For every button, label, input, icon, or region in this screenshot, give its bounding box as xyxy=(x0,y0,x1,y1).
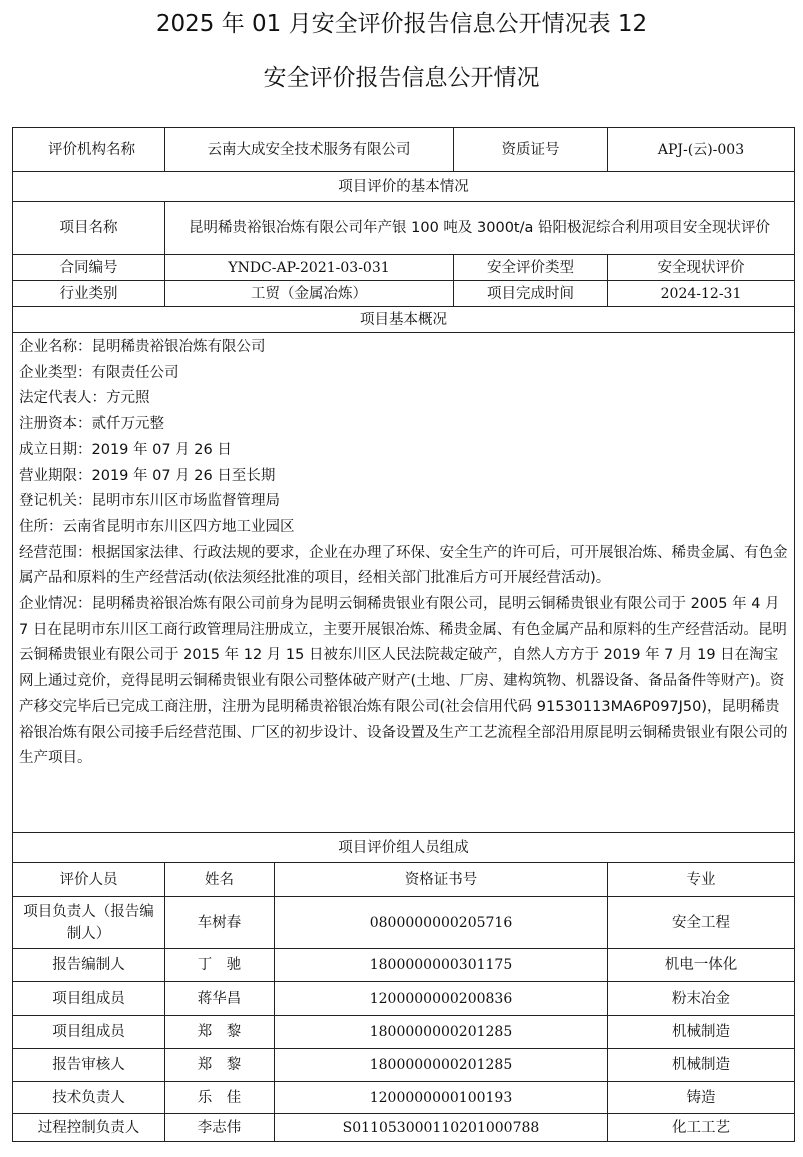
finish-time-value: 2024-12-31 xyxy=(608,281,795,307)
member-cert: 1800000000301175 xyxy=(275,949,608,982)
finish-time-label: 项目完成时间 xyxy=(454,281,608,307)
org-row xyxy=(13,128,795,172)
overview-heading: 项目基本概况 xyxy=(13,307,795,333)
overview-line: 住所：云南省昆明市东川区四方地工业园区 xyxy=(19,518,295,535)
member-major: 机械制造 xyxy=(608,1049,795,1082)
disclosure-table xyxy=(12,127,795,1142)
member-role: 项目组成员 xyxy=(13,1016,165,1049)
member-major: 安全工程 xyxy=(608,897,795,949)
member-cert: 1800000000201285 xyxy=(275,1016,608,1049)
industry-value: 工贸（金属冶炼） xyxy=(165,281,454,307)
cert-value: APJ-(云)-003 xyxy=(608,128,795,172)
eval-type-label: 安全评价类型 xyxy=(454,255,608,281)
overview-row xyxy=(13,333,795,833)
member-role: 报告审核人 xyxy=(13,1049,165,1082)
col-name-header: 姓名 xyxy=(165,863,275,897)
basic-heading-row xyxy=(13,172,795,202)
member-major: 机电一体化 xyxy=(608,949,795,982)
team-header-row xyxy=(13,863,795,897)
table-row xyxy=(13,1049,795,1082)
document-title: 2025 年 01 月安全评价报告信息公开情况表 12 xyxy=(155,11,648,37)
member-major: 机械制造 xyxy=(608,1016,795,1049)
member-cert: 0800000000205716 xyxy=(275,897,608,949)
overview-line: 营业期限：2019 年 07 月 26 日至长期 xyxy=(19,467,276,484)
member-name: 丁 驰 xyxy=(165,949,275,982)
project-value: 昆明稀贵裕银冶炼有限公司年产银 100 吨及 3000t/a 铅阳极泥综合利用项目安全现状评价 xyxy=(165,202,795,255)
member-role: 技术负责人 xyxy=(13,1082,165,1114)
member-name: 蒋华昌 xyxy=(165,982,275,1016)
contract-row xyxy=(13,255,795,281)
member-major: 粉末冶金 xyxy=(608,982,795,1016)
member-role: 项目组成员 xyxy=(13,982,165,1016)
table-row xyxy=(13,1082,795,1114)
member-name: 李志伟 xyxy=(165,1114,275,1142)
org-value: 云南大成安全技术服务有限公司 xyxy=(165,128,454,172)
member-cert: 1200000000200836 xyxy=(275,982,608,1016)
member-role: 报告编制人 xyxy=(13,949,165,982)
col-cert-header: 资格证书号 xyxy=(275,863,608,897)
overview-line: 法定代表人：方元照 xyxy=(19,390,150,407)
member-cert: 1200000000100193 xyxy=(275,1082,608,1114)
contract-label: 合同编号 xyxy=(13,255,165,281)
member-name: 郑 黎 xyxy=(165,1049,275,1082)
industry-row xyxy=(13,281,795,307)
business-scope: 经营范围：根据国家法律、行政法规的要求，企业在办理了环保、安全生产的许可后，可开展银冶炼、稀贵金属、有色金属产品和原料的生产经营活动(依法须经批准的项目，经相关部门批准后方可开展经营活动)。 xyxy=(19,544,788,587)
overview-heading-row xyxy=(13,307,795,333)
member-role: 过程控制负责人 xyxy=(13,1114,165,1142)
member-name: 郑 黎 xyxy=(165,1016,275,1049)
project-label: 项目名称 xyxy=(13,202,165,255)
cert-label: 资质证号 xyxy=(454,128,608,172)
member-cert: 1800000000201285 xyxy=(275,1049,608,1082)
industry-label: 行业类别 xyxy=(13,281,165,307)
overview-line: 登记机关：昆明市东川区市场监督管理局 xyxy=(19,493,280,510)
eval-type-value: 安全现状评价 xyxy=(608,255,795,281)
col-role-header: 评价人员 xyxy=(13,863,165,897)
overview-line: 成立日期：2019 年 07 月 26 日 xyxy=(19,441,232,458)
basic-info-heading: 项目评价的基本情况 xyxy=(13,172,795,202)
overview-text xyxy=(13,333,795,833)
member-name: 乐 佳 xyxy=(165,1082,275,1114)
table-row xyxy=(13,949,795,982)
table-row xyxy=(13,1114,795,1142)
document-subtitle: 安全评价报告信息公开情况 xyxy=(263,65,540,91)
member-name: 车树春 xyxy=(165,897,275,949)
overview-line: 注册资本：贰仟万元整 xyxy=(19,416,164,433)
overview-line: 企业名称：昆明稀贵裕银冶炼有限公司 xyxy=(19,339,266,355)
team-heading: 项目评价组人员组成 xyxy=(13,833,795,863)
project-row xyxy=(13,202,795,255)
contract-value: YNDC-AP-2021-03-031 xyxy=(165,255,454,281)
table-row xyxy=(13,982,795,1016)
org-label: 评价机构名称 xyxy=(13,128,165,172)
team-heading-row xyxy=(13,833,795,863)
member-role: 项目负责人（报告编制人） xyxy=(13,897,165,949)
member-cert: S011053000110201000788 xyxy=(275,1114,608,1142)
overview-line: 企业类型：有限责任公司 xyxy=(19,364,179,381)
member-major: 铸造 xyxy=(608,1082,795,1114)
col-major-header: 专业 xyxy=(608,863,795,897)
table-row xyxy=(13,897,795,949)
company-situation: 企业情况：昆明稀贵裕银冶炼有限公司前身为昆明云铜稀贵银业有限公司，昆明云铜稀贵银业有限公司于 2005 年 4 月 7 日在昆明市东川区工商行政管理局注册成立，主要开展银冶炼、稀贵金属、有色金属产品和原料的生产经营活动。昆明云铜稀贵银业有限公司于 2015 年 12 月 15 日被东川区人民法院裁定破产，自然人方方于 2019 年 7 月 19 日在淘宝网上通过竞价，竞得昆明云铜稀贵银业有限公司整体破产财产(土地、厂房、建构筑物、机器设备、备品备件等财产)。资产移交完毕后已完成工商注册，注册为昆明稀贵裕银冶炼有限公司(社会信用代码 91530113MA6P097J50)，昆明稀贵裕银冶炼有限公司接手后经营范围、厂区的初步设计、设备设置及生产工艺流程全部沿用原昆明云铜稀贵银业有限公司的生产项目。 xyxy=(19,596,788,767)
member-major: 化工工艺 xyxy=(608,1114,795,1142)
table-row xyxy=(13,1016,795,1049)
